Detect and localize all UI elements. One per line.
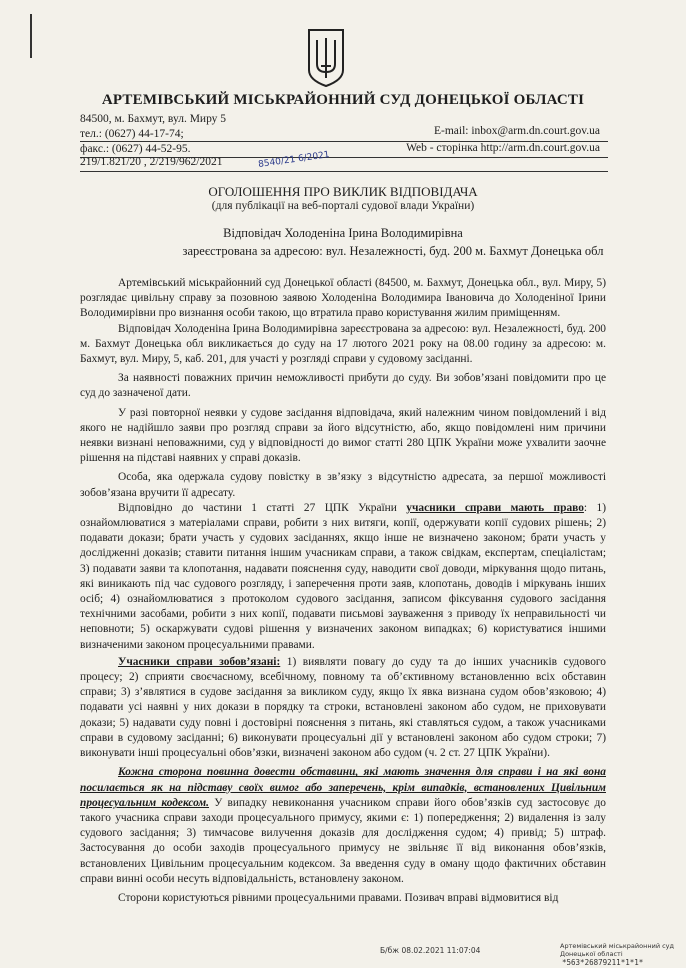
court-title: АРТЕМІВСЬКИЙ МІСЬКРАЙОННИЙ СУД ДОНЕЦЬКОЇ ОБЛАСТІ — [101, 92, 585, 108]
court-phone: тел.: (0627) 44-17-74; — [80, 128, 184, 140]
rights-intro: Відповідно до частини 1 статті 27 ЦПК України — [118, 501, 407, 514]
trident-emblem-icon — [305, 26, 347, 88]
document-subheading: (для публікації на веб-порталі судової влади України) — [211, 200, 475, 212]
court-website: Web - сторінка http://arm.dn.court.gov.ua — [406, 142, 600, 154]
paragraph-absence: У разі повторної неявки у судове засідання відповідача, який належним чином повідомлений і від якого не надійшло заяви про розгляд справи за його відсутністю, або, якщо повідомлені ним причини неявки визнані неповажними, суд у відповідності до вимог статті 280 ЦПК України може ухвалити заочне рішення на підставі наявних у справі доказів. — [80, 406, 606, 465]
margin-mark — [30, 14, 32, 58]
court-email: E-mail: inbox@arm.dn.court.gov.ua — [433, 125, 600, 137]
barcode-text: *563*26879211*1*1* — [562, 958, 644, 967]
paragraph-duties — [80, 655, 606, 761]
stamp-line-2: Донецької області — [560, 950, 623, 958]
paragraph-case: Артемівський міськрайонний суд Донецької області (84500, м. Бахмут, Донецька обл., вул. Миру, 5) розглядає цивільну справу за позовною заявою Холоденіна Володимира Івановича до Холоденіної Ірини Володимирівни про визнання особи такою, що втратила право користування жилим приміщенням. — [80, 277, 606, 320]
divider — [80, 171, 608, 172]
document-heading: ОГОЛОШЕННЯ ПРО ВИКЛИК ВІДПОВІДАЧА — [208, 184, 478, 199]
handwritten-registration-note: 8540/21 6/2021 — [257, 150, 331, 170]
duties-list: 1) виявляти повагу до суду та до інших учасників судового процесу; 2) сприяти своєчасному, всебічному, повному та об’єктивному встановленню всіх обставин справи; 3) з’являтися в судове засідання за викликом суду, якщо їх явка визнана судом обов’язковою; 4) подавати усі наявні у них докази в порядку та строки, встановлені законом або судом, не приховувати докази; 5) надавати суду повні і достовірні пояснення з питань, які ставляться судом, а також учасниками справи в судовому засіданні; 6) виконувати процесуальні дії у встановлені законом або судом строки; 7) виконувати інші процесуальні обов’язки, визначені законом або судом (ч. 2 ст. 27 ЦПК України). — [80, 655, 606, 760]
paragraph-equal-rights: Сторони користуються рівними процесуальними правами. Позивач вправі відмовитися від — [118, 891, 559, 904]
body-text — [80, 276, 606, 906]
court-address: 84500, м. Бахмут, вул. Миру 5 — [80, 113, 227, 125]
paragraph-evidence — [80, 765, 606, 887]
court-fax: факс.: (0627) 44-52-95. — [80, 143, 191, 155]
rights-list: : 1) ознайомлюватися з матеріалами справи, робити з них витяги, копії, одержувати копії судових рішень; 2) подавати докази; брати участь у судових засіданнях, якщо інше не визначено законом; брати участь у дослідженні доказів; ставити питання іншим учасникам справи, а також свідкам, експертам, спеціалістам; 3) подавати заяви та клопотання, надавати пояснення суду, наводити свої доводи, міркування щодо питань, які виникають під час судового розгляду, і заперечення проти заяв, клопотань, доводів і міркувань інших осіб; 4) ознайомлюватися з протоколом судового засідання, записом фіксування судового засідання технічними засобами, робити з них копії, подавати письмові зауваження з приводу їх неправильності чи неповноти; 5) оскаржувати судові рішення у визначених законом випадках; 6) користуватися іншими визначеними законом процесуальними правами. — [80, 501, 606, 651]
registered-address-line: зареєстрована за адресою: вул. Незалежності, буд. 200 м. Бахмут Донецька обл — [182, 244, 604, 258]
rights-heading: учасники справи мають право — [406, 501, 584, 514]
evidence-text: У випадку невиконання учасником справи його обов’язків суд застосовує до такого учасника справи заходи процесуального примусу, якими є: 1) попередження; 2) видалення із залу судового засідання; 3) тимчасове вилучення доказів для дослідження судом; 4) привід; 5) штраф. Застосування до особи заходів процесуального примусу не звільняє її від виконання обов’язків, встановлених Цивільним процесуальним кодексом. За введення суду в оману щодо фактичних обставин справи винні особи несуть відповідальність, встановлену законом. — [80, 796, 607, 885]
scan-info: Б/бж 08.02.2021 11:07:04 — [380, 946, 481, 955]
paragraph-rights — [80, 501, 606, 653]
paragraph-summons: Відповідач Холоденіна Ірина Володимирівна зареєстрована за адресою: вул. Незалежності, буд. 200 м. Бахмут Донецька обл викликається до суду на 17 лютого 2021 року на 08.00 годину за адресою: м. Бахмут, вул. Миру, 5, каб. 201, для участі у розгляді справи у судовому засіданні. — [80, 322, 606, 366]
evidence-heading: Кожна сторона повинна довести обставини, які мають значення для справи і на які вона посилається як на підставу своїх вимог або заперечень, крім випадків, встановлених Цивільним процесуальним кодексом. — [80, 766, 606, 809]
respondent-line: Відповідач Холоденіна Ірина Володимирівна — [223, 226, 463, 240]
paragraph-delivery: Особа, яка одержала судову повістку в зв’язку з відсутністю адресата, за першої можливості зобов’язана вручити її адресату. — [80, 471, 606, 499]
duties-heading: Учасники справи зобов’язані: — [118, 655, 281, 668]
case-number: 219/1.821/20 , 2/219/962/2021 — [80, 156, 223, 168]
stamp-line-1: Артемівський міськрайонний суд — [560, 942, 675, 950]
paragraph-notify: За наявності поважних причин неможливості прибути до суду. Ви зобов’язані повідомити про це суд до зазначеної дати. — [80, 372, 606, 400]
